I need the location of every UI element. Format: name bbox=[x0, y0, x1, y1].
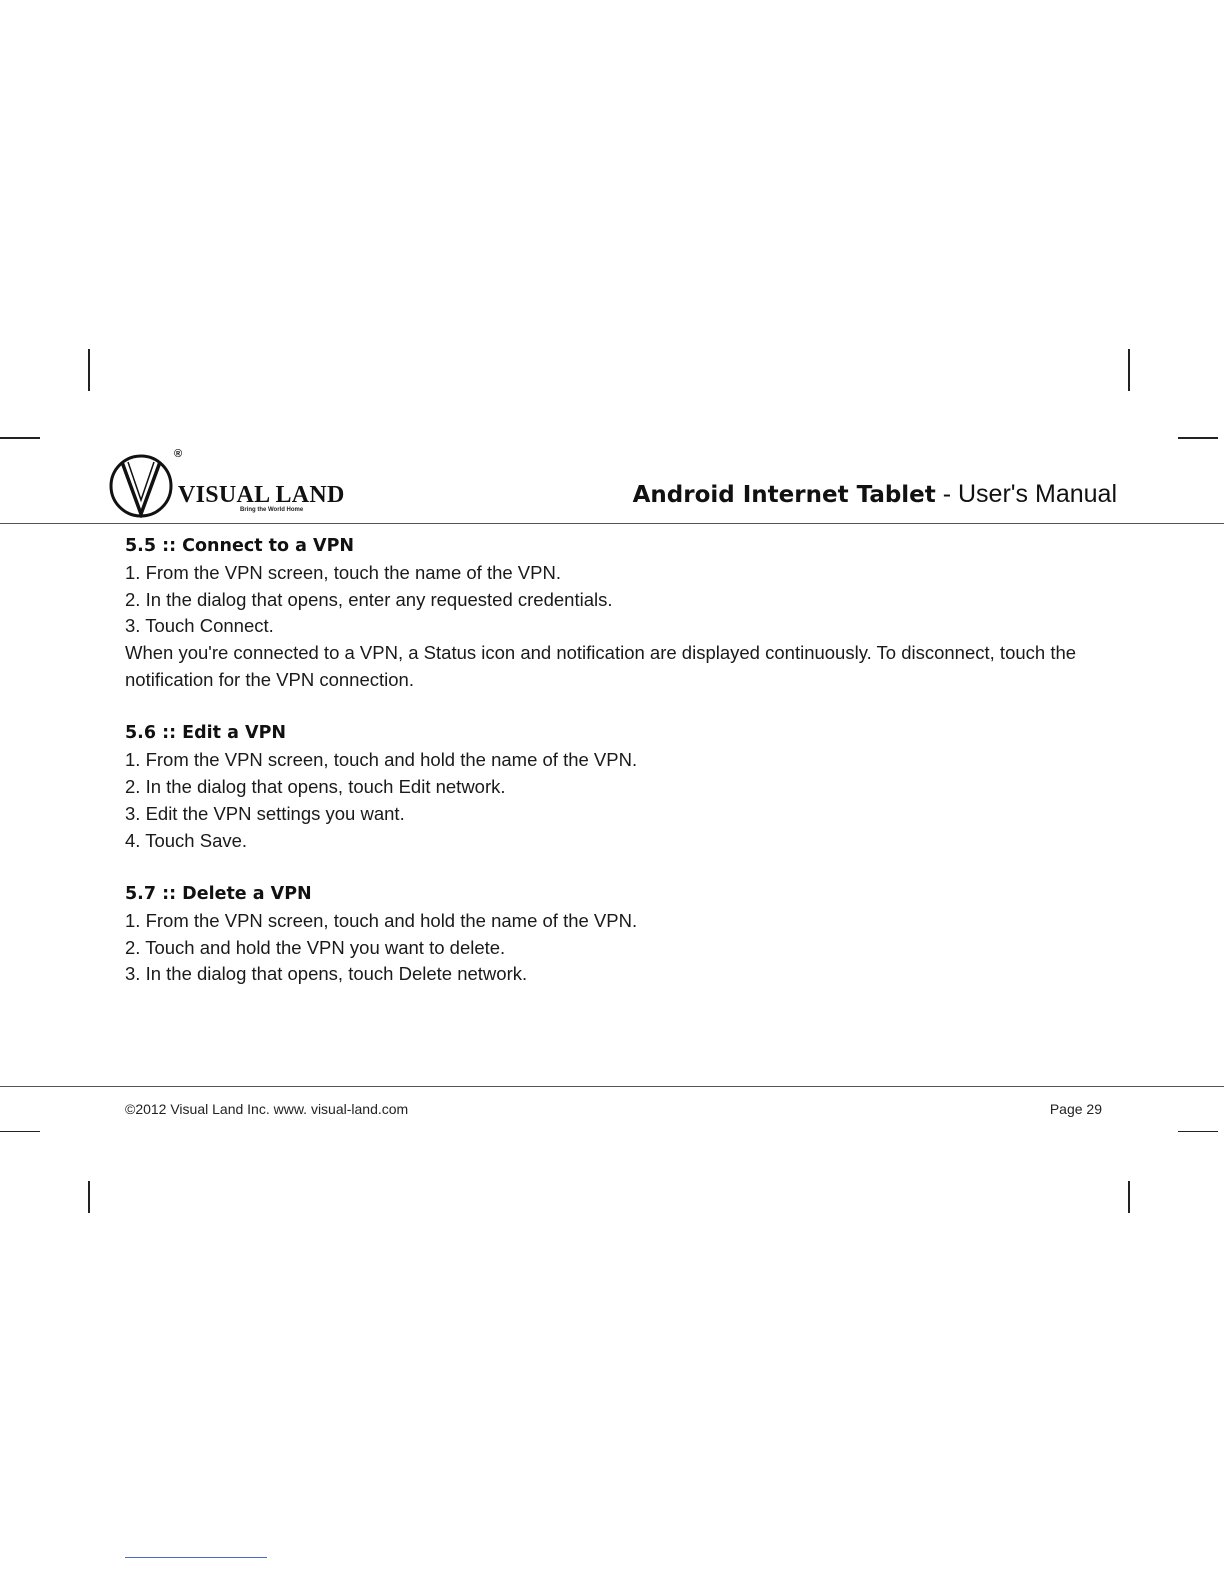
registered-mark: ® bbox=[174, 448, 183, 460]
footer-rule bbox=[0, 1086, 1224, 1087]
list-item: 1. From the VPN screen, touch the name of the VPN. bbox=[125, 561, 561, 583]
section-edit-vpn bbox=[125, 720, 1110, 854]
crop-mark-bottom-left bbox=[88, 1181, 90, 1213]
crop-mark-right-upper bbox=[1178, 437, 1218, 439]
list-item: 2. In the dialog that opens, enter any requested credentials. bbox=[125, 588, 613, 610]
section-title: 5.6 :: Edit a VPN bbox=[125, 723, 287, 744]
section-paragraph: When you're connected to a VPN, a Status icon and notification are displayed continuously. To disconnect, touch the notification for the VPN connection. bbox=[125, 642, 1077, 690]
footer-copyright: ©2012 Visual Land Inc. www. visual-land.com bbox=[125, 1101, 409, 1117]
document-title-rest: - User's Manual bbox=[935, 480, 1117, 508]
crop-mark-left-lower bbox=[0, 1131, 40, 1132]
list-item: 1. From the VPN screen, touch and hold the name of the VPN. bbox=[125, 909, 638, 931]
section-title: 5.5 :: Connect to a VPN bbox=[125, 536, 355, 556]
crop-mark-right-lower bbox=[1178, 1131, 1218, 1132]
list-item: 3. In the dialog that opens, touch Delete network. bbox=[125, 963, 528, 985]
document-title-bold: Android Internet Tablet bbox=[632, 482, 936, 508]
document-title bbox=[633, 480, 1117, 509]
page-content bbox=[125, 533, 1110, 1015]
list-item: 4. Touch Save. bbox=[125, 829, 248, 851]
crop-mark-bottom-right bbox=[1128, 1181, 1130, 1213]
list-item: 3. Touch Connect. bbox=[125, 615, 274, 637]
crop-mark-top-left bbox=[88, 349, 90, 391]
section-title: 5.7 :: Delete a VPN bbox=[125, 883, 312, 904]
crop-mark-left-upper bbox=[0, 437, 40, 439]
header-rule bbox=[0, 523, 1224, 524]
logo-name: VISUAL LAND bbox=[178, 482, 345, 508]
logo-tagline: Bring the World Home bbox=[240, 507, 304, 513]
brand-logo bbox=[108, 448, 358, 518]
section-delete-vpn bbox=[125, 881, 1110, 988]
page-number: Page 29 bbox=[1049, 1101, 1102, 1117]
crop-mark-top-right bbox=[1128, 349, 1130, 391]
section-connect-vpn bbox=[125, 533, 1110, 694]
logo-v-emblem-icon bbox=[108, 448, 178, 518]
list-item: 2. In the dialog that opens, touch Edit network. bbox=[125, 775, 506, 797]
list-item: 2. Touch and hold the VPN you want to delete. bbox=[125, 936, 506, 958]
link-underline bbox=[125, 1557, 267, 1558]
list-item: 1. From the VPN screen, touch and hold the name of the VPN. bbox=[125, 749, 638, 771]
list-item: 3. Edit the VPN settings you want. bbox=[125, 802, 405, 824]
